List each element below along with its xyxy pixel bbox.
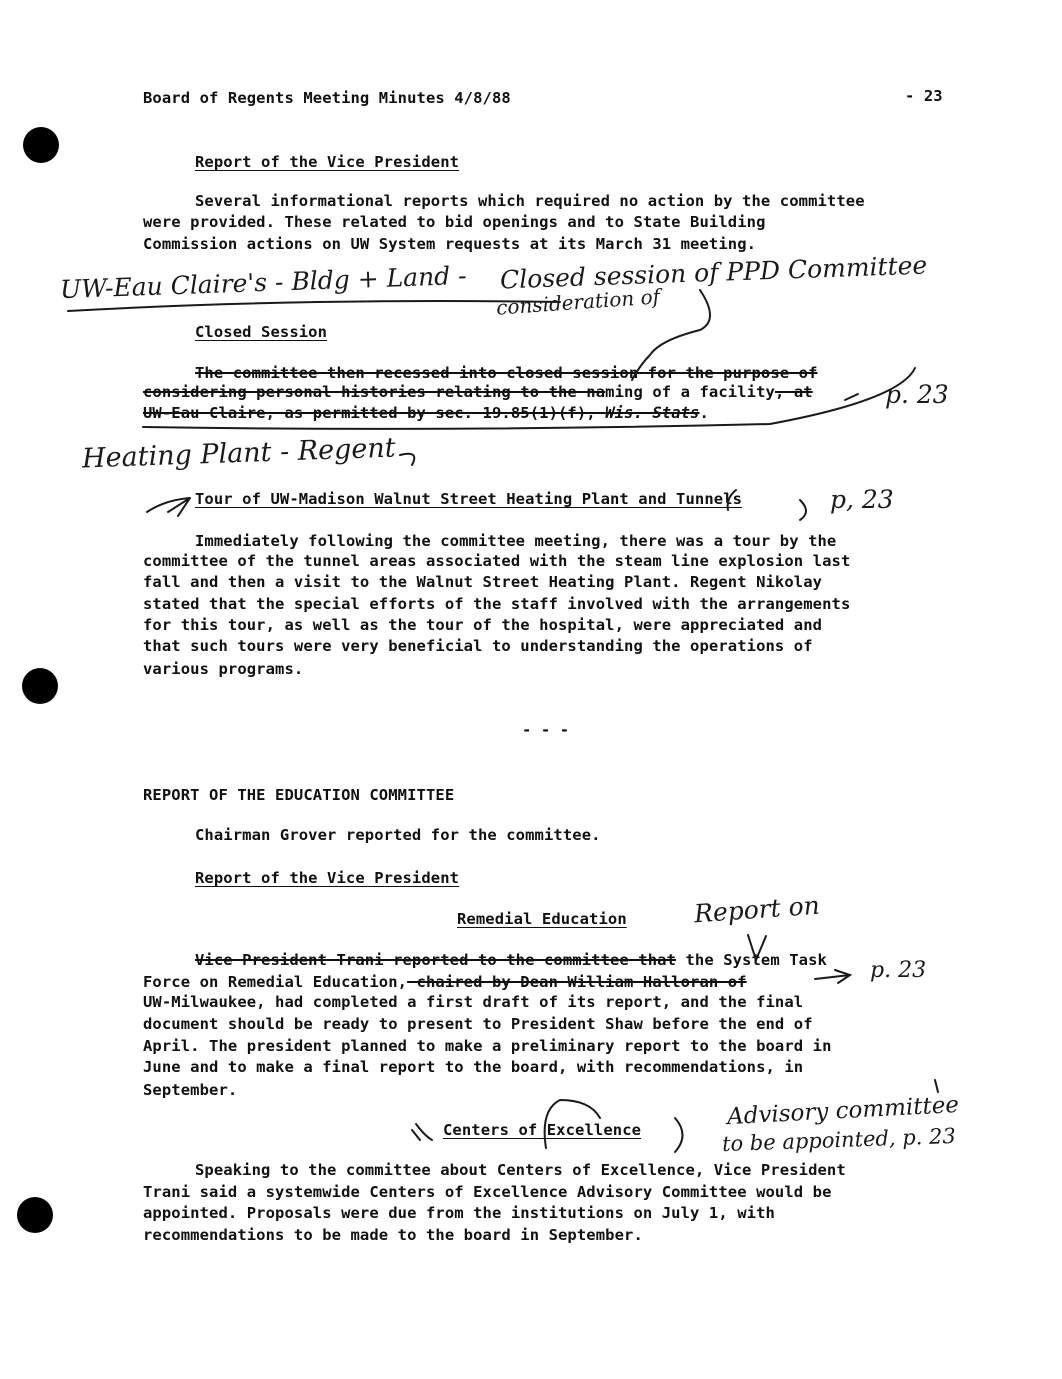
centers-line-3: appointed. Proposals were due from the institutions on July 1, with xyxy=(143,1204,775,1222)
closed-session-line-3-statute: Wis. Stats xyxy=(605,404,700,422)
closed-session-line-2-struck-end: , at xyxy=(774,383,813,401)
centers-tick xyxy=(935,1080,938,1092)
remedial-line-3: UW-Milwaukee, had completed a first draft of its report, and the final xyxy=(143,993,804,1011)
annotation-closed-session: Closed session of PPD Committee xyxy=(499,250,928,295)
annotation-p23-tour: p, 23 xyxy=(830,485,894,514)
tour-line-1: Immediately following the committee meeting, there was a tour by the xyxy=(195,532,837,550)
annotation-p23-closed: p. 23 xyxy=(885,380,949,409)
centers-left-mark xyxy=(412,1124,432,1140)
centers-right-paren xyxy=(675,1118,683,1152)
remedial-arrow xyxy=(815,970,850,983)
annotation-heating-plant: Heating Plant - Regent xyxy=(81,432,397,475)
vp-report-line-1: Several informational reports which required no action by the committee xyxy=(195,192,865,210)
remedial-line-2 xyxy=(143,973,747,991)
remedial-line-5: April. The president planned to make a preliminary report to the board in xyxy=(143,1037,832,1055)
closed-session-line-3-end: . xyxy=(699,404,709,422)
tour-line-7: various programs. xyxy=(143,660,304,678)
tour-arrow xyxy=(147,498,190,516)
section-separator: - - - xyxy=(522,721,570,739)
remedial-line-2-struck: chaired by Dean William Halloran of xyxy=(407,973,747,991)
section-heading-education-committee: REPORT OF THE EDUCATION COMMITTEE xyxy=(143,786,455,804)
remedial-line-1-struck: Vice President Trani reported to the committee that xyxy=(195,951,677,969)
page-number: - 23 xyxy=(905,87,943,105)
annotation-p23-remedial: p. 23 xyxy=(870,958,927,983)
tour-line-5: for this tour, as well as the tour of the hospital, were appreciated and xyxy=(143,616,823,634)
annotation-to-be-appointed: to be appointed, p. 23 xyxy=(721,1123,957,1157)
tour-line-4: stated that the special efforts of the staff involved with the arrangements xyxy=(143,595,851,613)
annotation-report-on: Report on xyxy=(693,890,821,929)
punch-hole-top xyxy=(23,127,59,163)
remedial-line-1 xyxy=(195,951,827,969)
tour-line-3: fall and then a visit to the Walnut Street Heating Plant. Regent Nikolay xyxy=(143,573,823,591)
annotation-consideration: consideration of xyxy=(495,284,661,320)
vp-report-line-2: were provided. These related to bid openings and to State Building xyxy=(143,213,766,231)
closed-session-caret xyxy=(845,394,858,400)
education-chair-line: Chairman Grover reported for the committee. xyxy=(195,826,601,844)
centers-line-4: recommendations to be made to the board in September. xyxy=(143,1226,643,1244)
remedial-line-6: June and to make a final report to the board, with recommendations, in xyxy=(143,1058,804,1076)
punch-hole-bottom xyxy=(17,1197,53,1233)
closed-session-line-1: The committee then recessed into closed session for the purpose of xyxy=(195,364,818,382)
annotation-advisory: Advisory committee xyxy=(726,1091,960,1131)
centers-line-1: Speaking to the committee about Centers of Excellence, Vice President xyxy=(195,1161,846,1179)
closed-session-line-3 xyxy=(143,404,709,422)
section-heading-tour: Tour of UW-Madison Walnut Street Heating Plant and Tunnels xyxy=(195,490,743,508)
section-heading-closed-session: Closed Session xyxy=(195,323,328,341)
closed-session-line-2-struck: considering personal histories relating to the na xyxy=(143,383,606,401)
closed-session-line-2 xyxy=(143,383,813,401)
remedial-line-1-kept: the System Task xyxy=(676,951,827,969)
remedial-line-7: September. xyxy=(143,1081,238,1099)
page-header-title: Board of Regents Meeting Minutes 4/8/88 xyxy=(143,89,511,107)
heating-tail xyxy=(400,454,414,465)
annotation-eau-claire: UW-Eau Claire's - Bldg + Land - xyxy=(59,260,468,305)
tour-line-6: that such tours were very beneficial to understanding the operations of xyxy=(143,637,813,655)
vp-report-line-3: Commission actions on UW System requests at its March 31 meeting. xyxy=(143,235,757,253)
punch-hole-middle xyxy=(22,668,58,704)
subheading-remedial-education: Remedial Education xyxy=(457,910,627,928)
subheading-centers-of-excellence: Centers of Excellence xyxy=(443,1121,642,1139)
section-heading-education-vp: Report of the Vice President xyxy=(195,869,460,887)
closed-session-line-2-kept: ming of a facility xyxy=(605,383,775,401)
remedial-line-4: document should be ready to present to President Shaw before the end of xyxy=(143,1015,813,1033)
tour-line-2: committee of the tunnel areas associated with the steam line explosion last xyxy=(143,552,851,570)
centers-line-2: Trani said a systemwide Centers of Excellence Advisory Committee would be xyxy=(143,1183,832,1201)
eau-claire-underline xyxy=(68,301,560,311)
section-heading-vp-report: Report of the Vice President xyxy=(195,153,460,171)
remedial-line-2-kept: Force on Remedial Education, xyxy=(143,973,408,991)
closed-session-line-3-struck: UW-Eau Claire, as permitted by sec. 19.85(1)(f), xyxy=(143,404,606,422)
